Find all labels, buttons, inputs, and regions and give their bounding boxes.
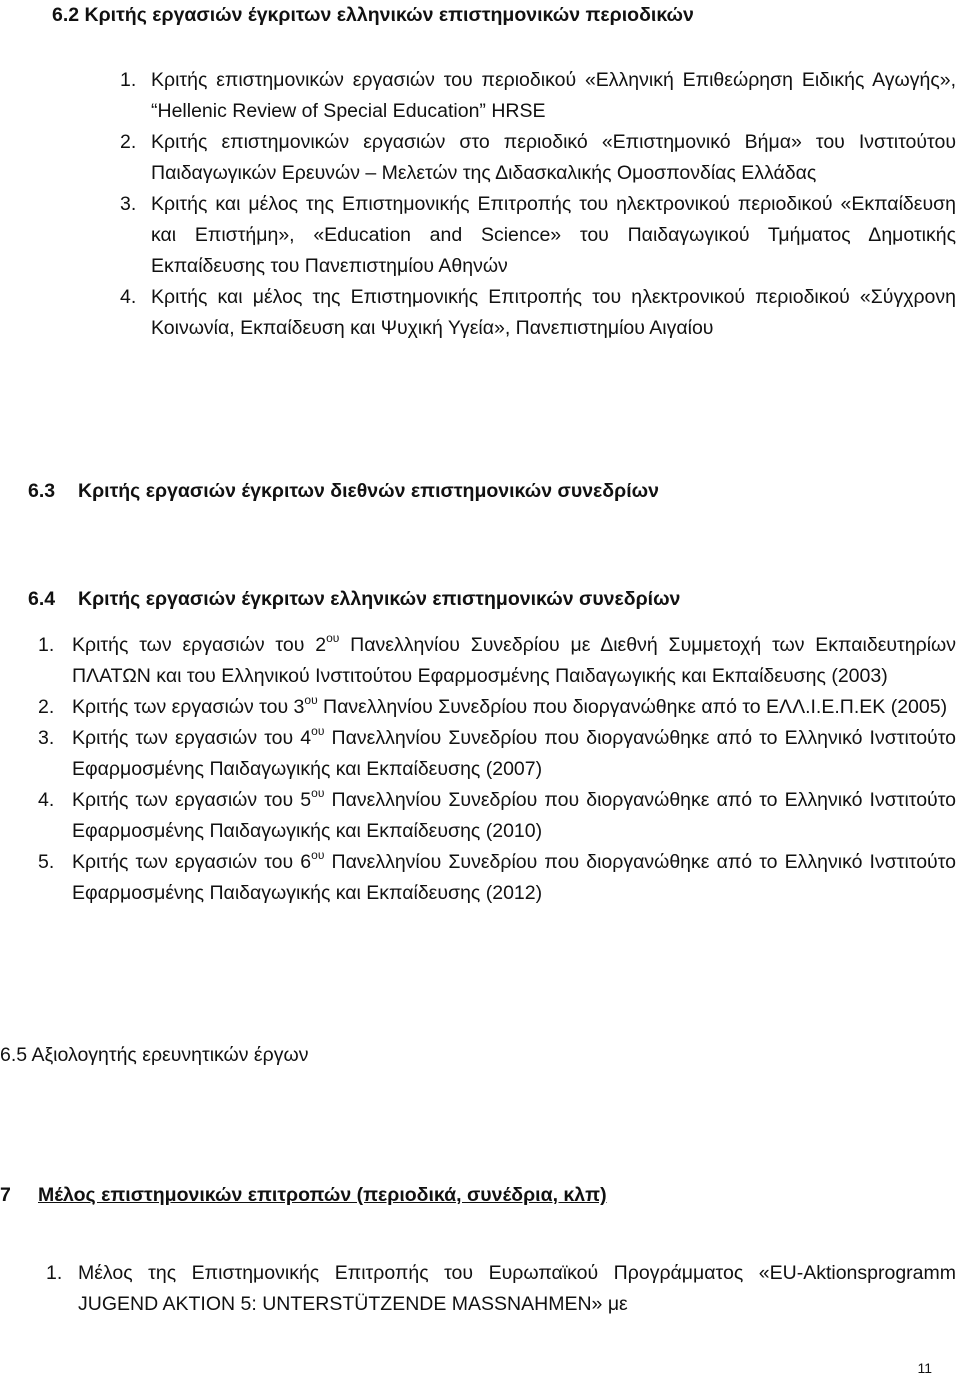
section-6-4-list — [38, 630, 956, 909]
section-7-heading: 7 Μέλος επιστημονικών επιτροπών (περιοδικά, συνέδρια, κλπ) — [0, 1184, 607, 1206]
section-7-list — [46, 1258, 956, 1320]
list-item: 3. Κριτής και μέλος της Επιστημονικής Επιτροπής του ηλεκτρονικού περιοδικού «Εκπαίδευση και Επιστήμη», «Education and Science» του Παιδαγωγικού Τμήματος Δημοτικής Εκπαίδευσης του Πανεπιστημίου Αθηνών — [120, 193, 956, 277]
section-6-2-list — [120, 65, 956, 344]
list-item: 2. Κριτής επιστημονικών εργασιών στο περιοδικό «Επιστημονικό Βήμα» του Ινστιτούτου Παιδαγωγικών Ερευνών – Μελετών της Διδασκαλικής Ομοσπονδίας Ελλάδας — [120, 131, 956, 184]
list-item: 2. Κριτής των εργασιών του $3^{o\upsilon}$ Πανελληνίου Συνεδρίου που διοργανώθηκε από το ΕΛΛ.Ι.Ε.Π.ΕΚ (2005) — [38, 692, 948, 718]
list-item: 1. Κριτής των εργασιών του $2^{o\upsilon}$ Πανελληνίου Συνεδρίου με Διεθνή Συμμετοχή των Εκπαιδευτηρίων ΠΛΑΤΩΝ και του Ελληνικού Ινστιτούτου Εφαρμοσμένης Παιδαγωγικής και Εκπαίδευσης (2003) — [38, 630, 956, 687]
page-number: 11 — [917, 1360, 932, 1376]
list-item: 5. Κριτής των εργασιών του $6^{o\upsilon}$ Πανελληνίου Συνεδρίου που διοργανώθηκε από το Ελληνικό Ινστιτούτο Εφαρμοσμένης Παιδαγωγικής και Εκπαίδευσης (2012) — [38, 847, 956, 904]
section-6-4-heading: 6.4 Κριτής εργασιών έγκριτων ελληνικών επιστημονικών συνεδρίων — [28, 588, 681, 610]
list-item: 3. Κριτής των εργασιών του $4^{o\upsilon}$ Πανελληνίου Συνεδρίου που διοργανώθηκε από το Ελληνικό Ινστιτούτο Εφαρμοσμένης Παιδαγωγικής και Εκπαίδευσης (2007) — [38, 723, 956, 780]
section-6-3-heading: 6.3 Κριτής εργασιών έγκριτων διεθνών επιστημονικών συνεδρίων — [28, 480, 659, 502]
list-item: 4. Κριτής των εργασιών του $5^{o\upsilon}$ Πανελληνίου Συνεδρίου που διοργανώθηκε από το Ελληνικό Ινστιτούτο Εφαρμοσμένης Παιδαγωγικής και Εκπαίδευσης (2010) — [38, 785, 956, 842]
list-item: 1. Μέλος της Επιστημονικής Επιτροπής του Ευρωπαϊκού Προγράμματος «EU-Aktionsprogramm JUGEND AKTION 5: UNTERSTÜTZENDE MASSNAHMEN» με — [46, 1262, 956, 1315]
section-6-2-heading: 6.2 Κριτής εργασιών έγκριτων ελληνικών επιστημονικών περιοδικών — [52, 4, 694, 26]
list-item: 4. Κριτής και μέλος της Επιστημονικής Επιτροπής του ηλεκτρονικού περιοδικού «Σύγχρονη Κοινωνία, Εκπαίδευση και Ψυχική Υγεία», Πανεπιστημίου Αιγαίου — [120, 286, 956, 339]
list-item: 1. Κριτής επιστημονικών εργασιών του περιοδικού «Ελληνική Επιθεώρηση Ειδικής Αγωγής», “Hellenic Review of Special Education” HRSE — [120, 69, 956, 122]
section-6-5-heading: 6.5 Αξιολογητής ερευνητικών έργων — [0, 1044, 309, 1066]
